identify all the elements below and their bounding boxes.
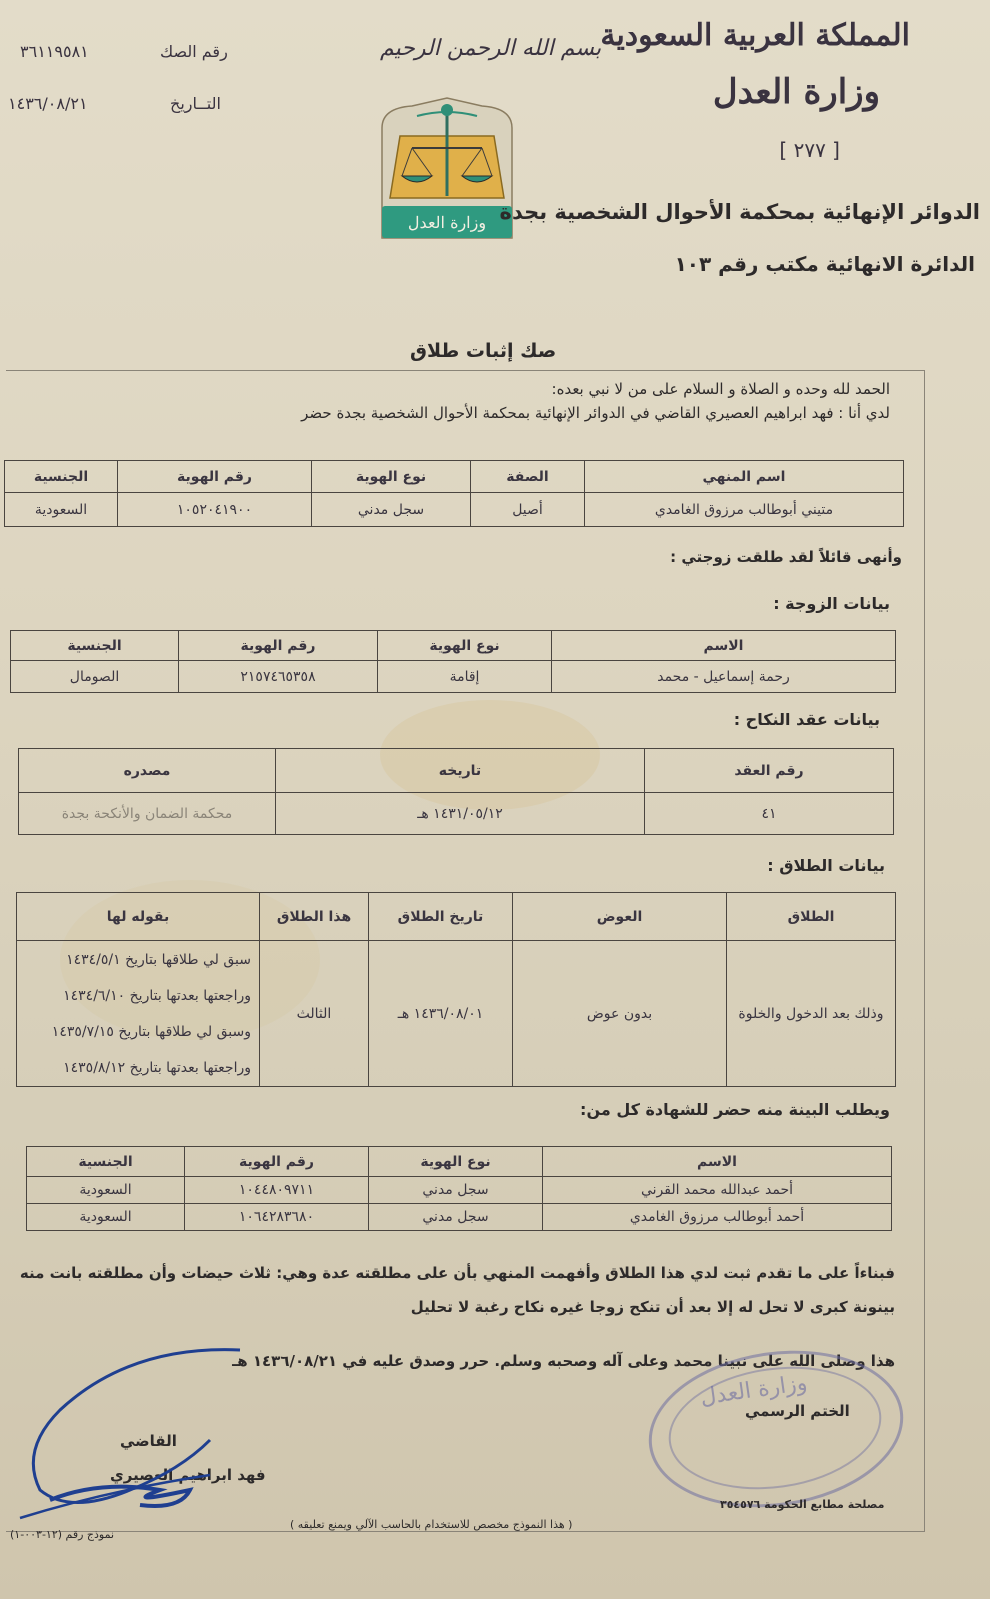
judge-signature: [10, 1340, 300, 1520]
table-header: تاريخه: [276, 749, 645, 793]
table-cell: بدون عوض: [513, 941, 727, 1087]
said-line: وراجعتها بعدتها بتاريخ ١٤٣٥/٨/١٢: [63, 1059, 251, 1076]
table-header: اسم المنهي: [585, 461, 904, 493]
table-cell: متيني أبوطالب مرزوق الغامدي: [585, 493, 904, 527]
table-header: رقم الهوية: [179, 631, 378, 661]
date-value: ١٤٣٦/٠٨/٢١: [8, 94, 88, 113]
conclusion-line-3: هذا وصلى الله على نبينا محمد وعلى آله وصحبه وسلم. حرر وصدق عليه في ١٤٣٦/٠٨/٢١ هـ: [232, 1352, 895, 1370]
form-notice: ( هذا النموذج مخصص للاستخدام بالحاسب الآلي ويمنع تعليقه ): [290, 1518, 573, 1531]
wife-table: [10, 630, 896, 693]
form-number: نموذج رقم (١٢-٠٠٣-١): [10, 1528, 115, 1541]
deed-number-value: ٣٦١١٩٥٨١: [20, 42, 89, 61]
table-header: العوض: [513, 893, 727, 941]
divorce-said-cell: [17, 941, 260, 1087]
date-label: التــاريخ: [170, 94, 221, 113]
table-cell: رحمة إسماعيل - محمد: [552, 661, 896, 693]
table-cell: السعودية: [5, 493, 118, 527]
ministry-heading: وزارة العدل: [712, 72, 880, 112]
table-header: تاريخ الطلاق: [369, 893, 513, 941]
table-cell: الصومال: [11, 661, 179, 693]
table-cell: أحمد أبوطالب مرزوق الغامدي: [543, 1204, 892, 1231]
divorce-table: [16, 892, 896, 1087]
table-cell: السعودية: [27, 1177, 185, 1204]
office-name: الدائرة الانهائية مكتب رقم ١٠٣: [674, 252, 975, 276]
table-cell: ١٤٣٦/٠٨/٠١ هـ: [369, 941, 513, 1087]
wife-section-heading: بيانات الزوجة :: [773, 594, 890, 613]
marriage-section-heading: بيانات عقد النكاح :: [733, 710, 880, 729]
intro-line-2: لدي أنا : فهد ابراهيم العصيري القاضي في الدوائر الإنهائية بمحكمة الأحوال الشخصية بجدة حضر: [301, 404, 890, 422]
table-cell: السعودية: [27, 1204, 185, 1231]
table-header: رقم العقد: [645, 749, 894, 793]
said-line: وسبق لي طلاقها بتاريخ ١٤٣٥/٧/١٥: [51, 1023, 251, 1040]
table-cell: سجل مدني: [369, 1177, 543, 1204]
table-cell: سجل مدني: [369, 1204, 543, 1231]
table-header: نوع الهوية: [312, 461, 471, 493]
court-name: الدوائر الإنهائية بمحكمة الأحوال الشخصية بجدة: [499, 200, 980, 224]
table-header: نوع الهوية: [369, 1147, 543, 1177]
judge-name: فهد ابراهيم العصيري: [110, 1466, 266, 1484]
table-cell: ١٠٦٤٢٨٣٦٨٠: [185, 1204, 369, 1231]
table-cell: ١٤٣١/٠٥/١٢ هـ: [276, 793, 645, 835]
kingdom-heading: المملكة العربية السعودية: [600, 18, 910, 53]
table-header: الجنسية: [27, 1147, 185, 1177]
ministry-emblem-icon: [372, 88, 522, 248]
table-header: الاسم: [543, 1147, 892, 1177]
marriage-table: [18, 748, 894, 835]
witnesses-table: [26, 1146, 892, 1231]
table-row: [27, 1177, 892, 1204]
table-cell: ٤١: [645, 793, 894, 835]
table-header: رقم الهوية: [185, 1147, 369, 1177]
witnesses-heading: ويطلب البينة منه حضر للشهادة كل من:: [580, 1100, 890, 1119]
intro-line-1: الحمد لله وحده و الصلاة و السلام على من لا نبي بعده:: [551, 380, 890, 398]
table-header: نوع الهوية: [378, 631, 552, 661]
table-header: الصفة: [471, 461, 585, 493]
table-header: الطلاق: [727, 893, 896, 941]
document-title: صك إثبات طلاق: [410, 340, 557, 362]
seal-label: الختم الرسمي: [745, 1402, 850, 1420]
divorce-section-heading: بيانات الطلاق :: [767, 856, 885, 875]
table-cell: سجل مدني: [312, 493, 471, 527]
table-cell: إقامة: [378, 661, 552, 693]
table-header: هذا الطلاق: [260, 893, 369, 941]
table-cell: أصيل: [471, 493, 585, 527]
conclusion-line-1: فبناءاً على ما تقدم ثبت لدي هذا الطلاق وأفهمت المنهي بأن على مطلقته عدة وهي: ثلاث حيضات وأن مطلقته بانت منه: [19, 1264, 895, 1282]
table-cell: محكمة الضمان والأنكحة بجدة: [19, 793, 276, 835]
table-cell: أحمد عبدالله محمد القرني: [543, 1177, 892, 1204]
deed-number-label: رقم الصك: [160, 42, 228, 61]
table-cell: الثالث: [260, 941, 369, 1087]
table-header: بقوله لها: [17, 893, 260, 941]
judge-title: القاضي: [120, 1432, 177, 1450]
applicant-table: [4, 460, 904, 527]
table-header: رقم الهوية: [118, 461, 312, 493]
table-row: [27, 1204, 892, 1231]
statement: وأنهى قائلاً لقد طلقت زوجتي :: [670, 548, 902, 566]
reference-number: [ ٢٧٧ ]: [779, 138, 840, 162]
table-header: مصدره: [19, 749, 276, 793]
table-header: الجنسية: [5, 461, 118, 493]
table-cell: ٢١٥٧٤٦٥٣٥٨: [179, 661, 378, 693]
table-cell: ١٠٥٢٠٤١٩٠٠: [118, 493, 312, 527]
said-line: وراجعتها بعدتها بتاريخ ١٤٣٤/٦/١٠: [63, 987, 251, 1004]
seal-text: وزارة العدل: [698, 1370, 809, 1411]
table-cell: ١٠٤٤٨٠٩٧١١: [185, 1177, 369, 1204]
table-header: الاسم: [552, 631, 896, 661]
printer-note: مصلحة مطابع الحكومة ٣٥٤٥٧٦: [720, 1498, 885, 1511]
emblem-caption: وزارة العدل: [407, 213, 487, 232]
table-cell: وذلك بعد الدخول والخلوة: [727, 941, 896, 1087]
conclusion-line-2: بينونة كبرى لا تحل له إلا بعد أن تنكح زوجا غيره نكاح رغبة لا تحليل: [410, 1298, 895, 1316]
said-line: سبق لي طلاقها بتاريخ ١٤٣٤/٥/١: [66, 951, 251, 968]
table-header: الجنسية: [11, 631, 179, 661]
basmala: بسم الله الرحمن الرحيم: [380, 36, 602, 61]
